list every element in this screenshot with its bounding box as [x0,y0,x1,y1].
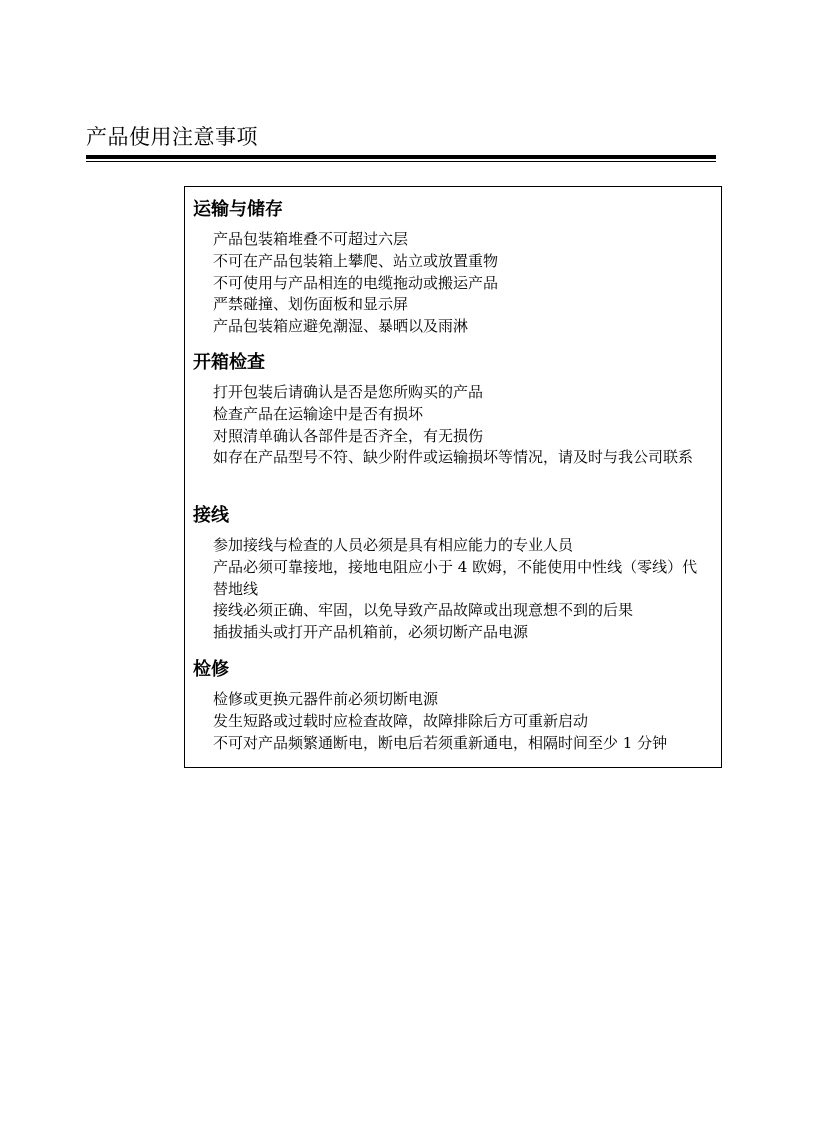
list-item: 不可在产品包装箱上攀爬、站立或放置重物 [213,251,499,270]
list-item: 对照清单确认各部件是否齐全，有无损伤 [213,426,484,445]
section-unpacking-check [193,350,713,469]
section-wiring [193,503,713,644]
list-item: 产品包装箱堆叠不可超过六层 [213,230,409,248]
list-item: 不可对产品频繁通断电，断电后若须重新通电，相隔时间至少 1 分钟 [213,733,668,752]
list-item: 接线必须正确、牢固，以免导致产品故障或出现意想不到的后果 [213,601,634,620]
list-item: 检查产品在运输途中是否有损坏 [213,404,424,423]
list-item: 严禁碰撞、划伤面板和显示屏 [213,295,409,314]
notice-box [184,186,722,768]
section-heading: 检修 [193,659,229,680]
title-rule-thin [86,161,716,162]
section-heading: 开箱检查 [193,352,265,373]
list-item: 打开包装后请确认是否是您所购买的产品 [213,383,484,401]
section-heading: 运输与储存 [193,199,283,220]
section-maintenance [193,657,713,754]
section-transport-storage [193,197,713,338]
section-heading: 接线 [193,505,229,526]
list-item: 不可使用与产品相连的电缆拖动或搬运产品 [213,273,499,292]
list-item: 检修或更换元器件前必须切断电源 [213,690,439,708]
list-item: 参加接线与检查的人员必须是具有相应能力的专业人员 [213,536,574,554]
list-item: 产品必须可靠接地，接地电阻应小于 4 欧姆，不能使用中性线（零线）代替地线 [213,557,698,598]
page-title: 产品使用注意事项 [86,125,258,149]
list-item: 插拔插头或打开产品机箱前，必须切断产品电源 [213,623,529,642]
list-item: 产品包装箱应避免潮湿、暴晒以及雨淋 [213,317,469,336]
list-item: 发生短路或过载时应检查故障，故障排除后方可重新启动 [213,711,589,730]
title-rule-thick [86,155,716,159]
list-item: 如存在产品型号不符、缺少附件或运输损坏等情况，请及时与我公司联系 [213,448,694,467]
